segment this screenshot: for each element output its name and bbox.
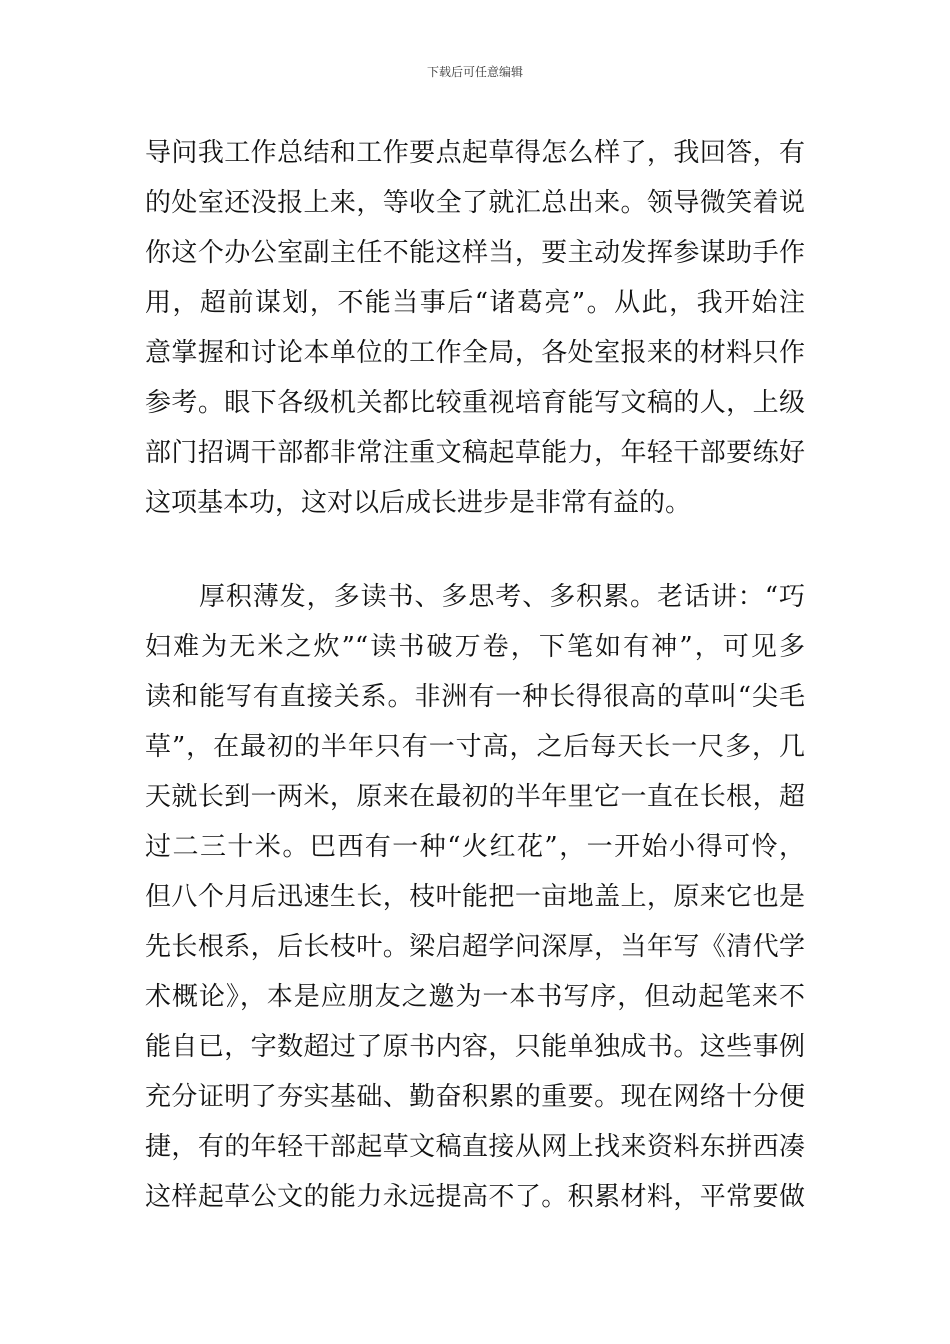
text-line: 部门招调干部都非常注重文稿起草能力，年轻干部要练好	[145, 438, 805, 468]
text-line: 妇难为无米之炊”“读书破万卷，下笔如有神”，可见多	[145, 632, 805, 662]
text-line: 你这个办公室副主任不能这样当，要主动发挥参谋助手作	[145, 238, 805, 268]
page-header: 下载后可任意编辑	[426, 65, 523, 79]
paragraph-2	[145, 572, 805, 1222]
text-line: 充分证明了夯实基础、勤奋积累的重要。现在网络十分便	[145, 1082, 805, 1112]
text-line: 术概论》，本是应朋友之邀为一本书写序，但动起笔来不	[145, 982, 805, 1012]
text-line: 过二三十米。巴西有一种“火红花”，一开始小得可怜，	[145, 832, 805, 862]
text-line: 先长根系，后长枝叶。梁启超学问深厚，当年写《清代学	[145, 932, 805, 962]
paragraph-1	[145, 128, 805, 528]
text-line: 捷，有的年轻干部起草文稿直接从网上找来资料东拼西凑	[145, 1132, 805, 1162]
text-line: 意掌握和讨论本单位的工作全局，各处室报来的材料只作	[145, 338, 805, 368]
text-line: 的处室还没报上来，等收全了就汇总出来。领导微笑着说	[145, 188, 805, 218]
text-line: 天就长到一两米，原来在最初的半年里它一直在长根，超	[145, 782, 805, 812]
text-line: 参考。眼下各级机关都比较重视培育能写文稿的人，上级	[145, 388, 805, 418]
text-line: 草”，在最初的半年只有一寸高，之后每天长一尺多，几	[145, 732, 805, 762]
text-line: 这样起草公文的能力永远提高不了。积累材料，平常要做	[145, 1182, 805, 1212]
text-line: 用，超前谋划，不能当事后“诸葛亮”。从此，我开始注	[145, 288, 805, 318]
text-line: 读和能写有直接关系。非洲有一种长得很高的草叫“尖毛	[145, 682, 805, 712]
text-line: 厚积薄发，多读书、多思考、多积累。老话讲：“巧	[145, 582, 805, 612]
text-line: 但八个月后迅速生长，枝叶能把一亩地盖上，原来它也是	[145, 882, 805, 912]
text-line: 能自已，字数超过了原书内容，只能单独成书。这些事例	[145, 1032, 805, 1062]
text-line: 导问我工作总结和工作要点起草得怎么样了，我回答，有	[145, 138, 805, 168]
text-line: 这项基本功，这对以后成长进步是非常有益的。	[145, 488, 692, 518]
